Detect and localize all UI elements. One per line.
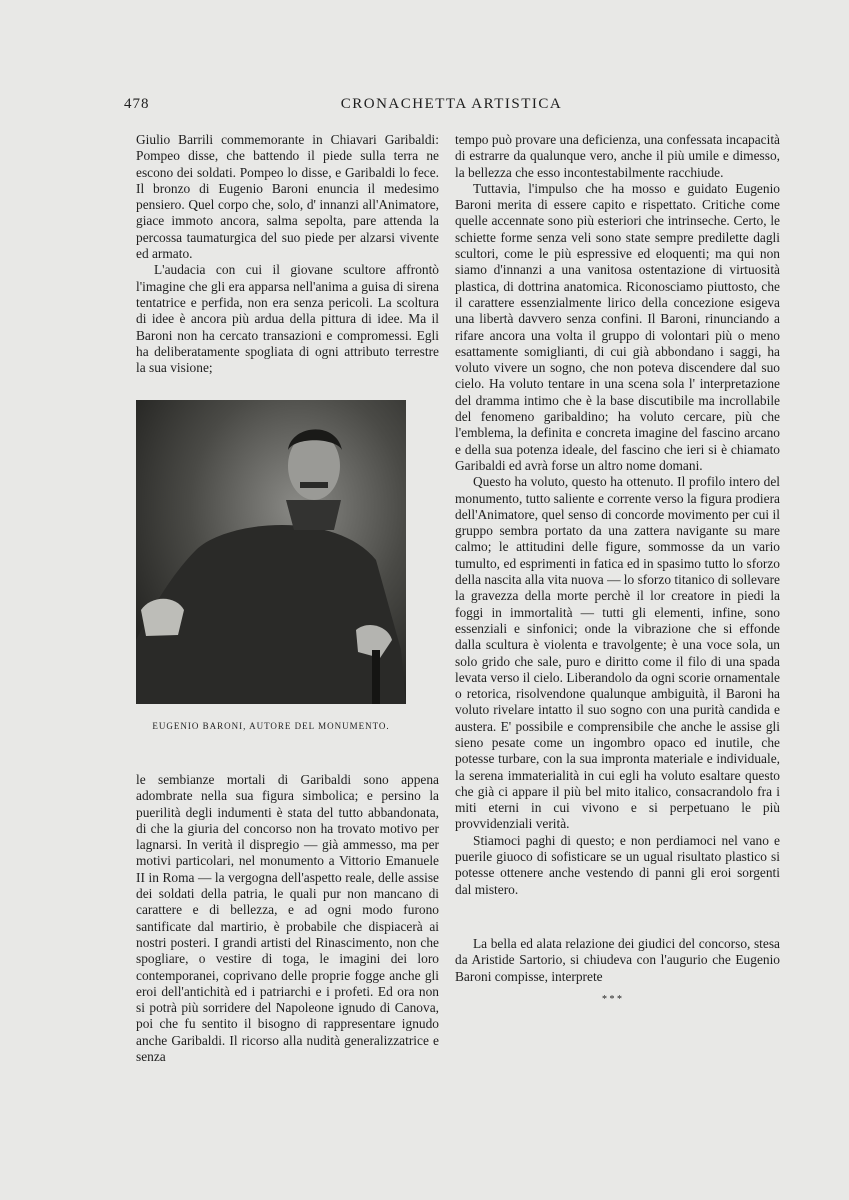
- photo-caption: EUGENIO BARONI, AUTORE DEL MONUMENTO.: [152, 721, 390, 731]
- paragraph: Stiamoci paghi di questo; e non perdiamoci nel vano e puerile giuoco di sofisticare se un ugual risultato plastico si potesse ottenere anche vestendo di panni gli eroi sorgenti dal mistero.: [455, 832, 780, 897]
- page-number: 478: [124, 96, 150, 112]
- paragraph: Questo ha voluto, questo ha ottenuto. Il profilo intero del monumento, tutto saliente e corrente verso la figura prodiera dell'Animatore, quel senso di concorde movimento per cui il gruppo sembra portato da una zattera navigante su mare calmo; le attitudini delle figure, sommosse da un vario tumulto, ed esprimenti in fatica ed in spasimo tutto lo sforzo della nascita alla vita nuova — lo sforzo titanico di sollevare la gravezza della morte perchè il lor creatore in piedi la foggi in immortalità — tutti gli elementi, infine, sono essenziali e sinfonici; onde la vibrazione che si effonde dalla scultura è violenta e travolgente; è una voce sola, un solo grido che sale, puro e diritto come il filo di una spada levata verso il cielo. Liberandolo da ogni scorie ornamentale o retorica, risolvendone qualunque ambiguità, il Baroni ha voluto rivelare intatto il suo sogno con una purità candida e austera. E' possibile e comprensibile che anche le assise gli sieno pesate come un ingombro opaco ed inutile, che potesse turbare, con la sua impronta materiale e individuale, la serena immaterialità in cui egli ha voluto esaltare questo che già ci appare il più bel mito italico, consacrandolo fra i miti eterni in cui vivono e si perpetuano le più provvidenziali verità.: [455, 474, 780, 832]
- portrait-photo: [136, 400, 406, 704]
- section-gap: [455, 898, 780, 936]
- paragraph: Tuttavia, l'impulso che ha mosso e guidato Eugenio Baroni merita di essere capito e rispettato. Critiche come quelle accennate sono più esteriori che intrinseche. Certo, le schiette forme senza veli sono state sempre predilette dagli scultori, come le più espressive ed eloquenti; ma qui non siamo d'innanzi a una vanitosa ostentazione di virtuosità plastica, di dottrina anatomica. Riconosciamo piuttosto, che il carattere essenzialmente lirico della concezione esigeva una libertà davvero senza confini. Il Baroni, rinunciando a rifare ancora una volta il gruppo di volontari più o meno esattamente somiglianti, di cui già abbondano i saggi, ha voluto vivere un sogno, che non poteva discendere dal suo cielo. Ha voluto tentare in una scena sola l' interpretazione del dramma intimo che è la base discutibile ma incrollabile del fenomeno garibaldino; ha voluto cercare, più che l'emblema, la definita e concreta imagine del fascino arcano e della sua potenza ideale, del fascino che ieri si è chiamato Garibaldi ed avrà forse un altro nome domani.: [455, 180, 780, 473]
- paragraph: Giulio Barrili commemorante in Chiavari Garibaldi: Pompeo disse, che battendo il piede sulla terra ne escono dei soldati. Pompeo lo disse, e Garibaldi lo fece. Il bronzo di Eugenio Baroni enuncia il medesimo pensiero. Quel corpo che, solo, d' innanzi all'Animatore, giace immoto ancora, salma sepolta, pare attenda la percossa taumaturgica del suo piede per alzarsi vivente ed armato.: [136, 132, 439, 262]
- paragraph: La bella ed alata relazione dei giudici del concorso, stesa da Aristide Sartorio, si chiudeva con l'augurio che Eugenio Baroni compisse, interprete: [455, 935, 780, 984]
- right-column: [455, 132, 780, 985]
- portrait-image: [136, 400, 406, 704]
- asterism-divider: * * *: [602, 994, 622, 1005]
- paragraph: tempo può provare una deficienza, una confessata incapacità di estrarre da qualunque vero, anche il più umile e dimesso, la bellezza che esso incontestabilmente racchiude.: [455, 132, 780, 180]
- page-header: [124, 96, 779, 118]
- paragraph: le sembianze mortali di Garibaldi sono appena adombrate nella sua figura simbolica; e persino la puerilità degli indumenti è stata del tutto abbandonata, di che la giuria del concorso non ha trovato motivo per lagnarsi. In verità il dispregio — già ammesso, ma per motivi particolari, nel monumento a Vittorio Emanuele II in Roma — la vergogna dell'aspetto reale, delle assise dei soldati della patria, le quali pur non mancano di carattere e di bellezza, e ad ogni modo furono santificate dal martirio, è probabile che dispiacerà ai nostri posteri. I grandi artisti del Rinascimento, non che spogliare, o vestire di toga, le imagini dei loro contemporanei, coprivano delle proprie fogge anche gli eroi dell'antichità ed i patriarchi e i profeti. Ed ora non si potrà più sorridere del Napoleone ignudo di Canova, poi che fu sentito il bisogno di rappresentare ignudo anche Garibaldi. Il ricorso alla nudità generalizzatrice e senza: [136, 772, 439, 1065]
- running-title: CRONACHETTA ARTISTICA: [340, 96, 563, 112]
- left-column-bottom: [136, 772, 439, 1065]
- paragraph: L'audacia con cui il giovane scultore affrontò l'imagine che gli era apparsa nell'anima a guisa di sirena tentatrice e perfida, non era senza pericoli. La scoltura di idee è ancora più ardua della pittura di idee. Ma il Baroni non ha cercato transazioni e compromessi. Egli ha deliberatamente spogliata di ogni attributo terrestre la sua visione;: [136, 262, 439, 376]
- left-column-top: [136, 132, 439, 376]
